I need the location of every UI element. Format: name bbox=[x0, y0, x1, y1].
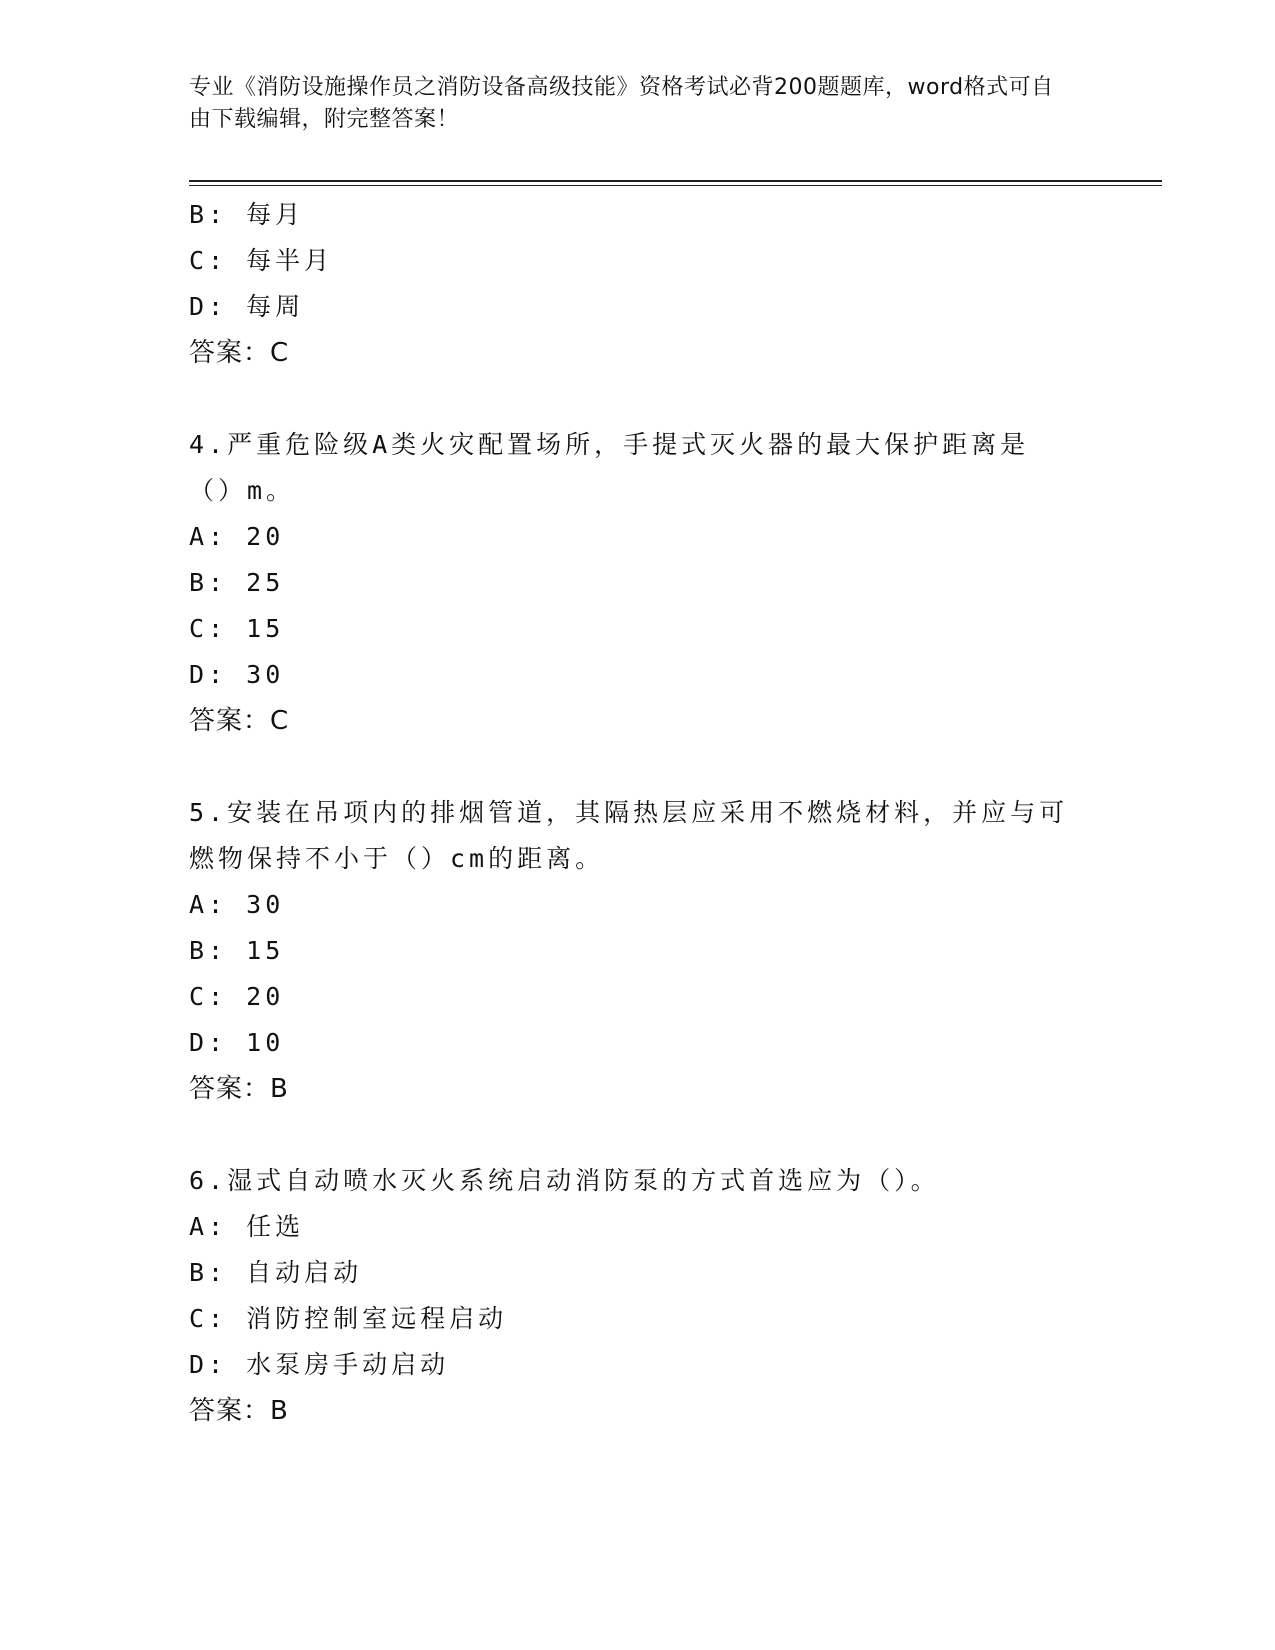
option-c: C: 每半月 bbox=[189, 246, 334, 275]
option-d: D: 10 bbox=[189, 1028, 285, 1057]
answer-line: 答案：B bbox=[189, 1396, 289, 1426]
option-b: B: 自动启动 bbox=[189, 1258, 363, 1287]
header-divider-thin bbox=[189, 185, 1162, 186]
option-d: D: 每周 bbox=[189, 292, 305, 321]
answer-line: 答案：C bbox=[189, 338, 290, 368]
question-text: 5.安装在吊项内的排烟管道，其隔热层应采用不燃烧材料，并应与可燃物保持不小于（）cm的距离。 bbox=[189, 798, 1069, 873]
header-title: 专业《消防设施操作员之消防设备高级技能》资格考试必背200题题库，word格式可自由下载编辑，附完整答案！ bbox=[189, 75, 1054, 132]
document-header bbox=[189, 72, 1069, 136]
option-d: D: 水泵房手动启动 bbox=[189, 1350, 450, 1379]
question-4 bbox=[189, 422, 1069, 744]
question-text: 4.严重危险级A类火灾配置场所，手提式灭火器的最大保护距离是（）m。 bbox=[189, 430, 1030, 505]
spacer bbox=[189, 1112, 1069, 1158]
continued-question bbox=[189, 192, 1069, 376]
answer-line: 答案：B bbox=[189, 1074, 289, 1104]
option-a: A: 任选 bbox=[189, 1212, 305, 1241]
question-5 bbox=[189, 790, 1069, 1112]
option-c: C: 20 bbox=[189, 982, 285, 1011]
question-text: 6.湿式自动喷水灭火系统启动消防泵的方式首选应为（）。 bbox=[189, 1166, 940, 1195]
option-c: C: 消防控制室远程启动 bbox=[189, 1304, 508, 1333]
option-c: C: 15 bbox=[189, 614, 285, 643]
answer-line: 答案：C bbox=[189, 706, 290, 736]
option-b: B: 每月 bbox=[189, 200, 305, 229]
option-a: A: 30 bbox=[189, 890, 285, 919]
option-b: B: 25 bbox=[189, 568, 285, 597]
option-b: B: 15 bbox=[189, 936, 285, 965]
question-6 bbox=[189, 1158, 1069, 1434]
option-a: A: 20 bbox=[189, 522, 285, 551]
document-body bbox=[189, 192, 1069, 1434]
header-divider-thick bbox=[189, 180, 1162, 182]
spacer bbox=[189, 744, 1069, 790]
spacer bbox=[189, 376, 1069, 422]
option-d: D: 30 bbox=[189, 660, 285, 689]
